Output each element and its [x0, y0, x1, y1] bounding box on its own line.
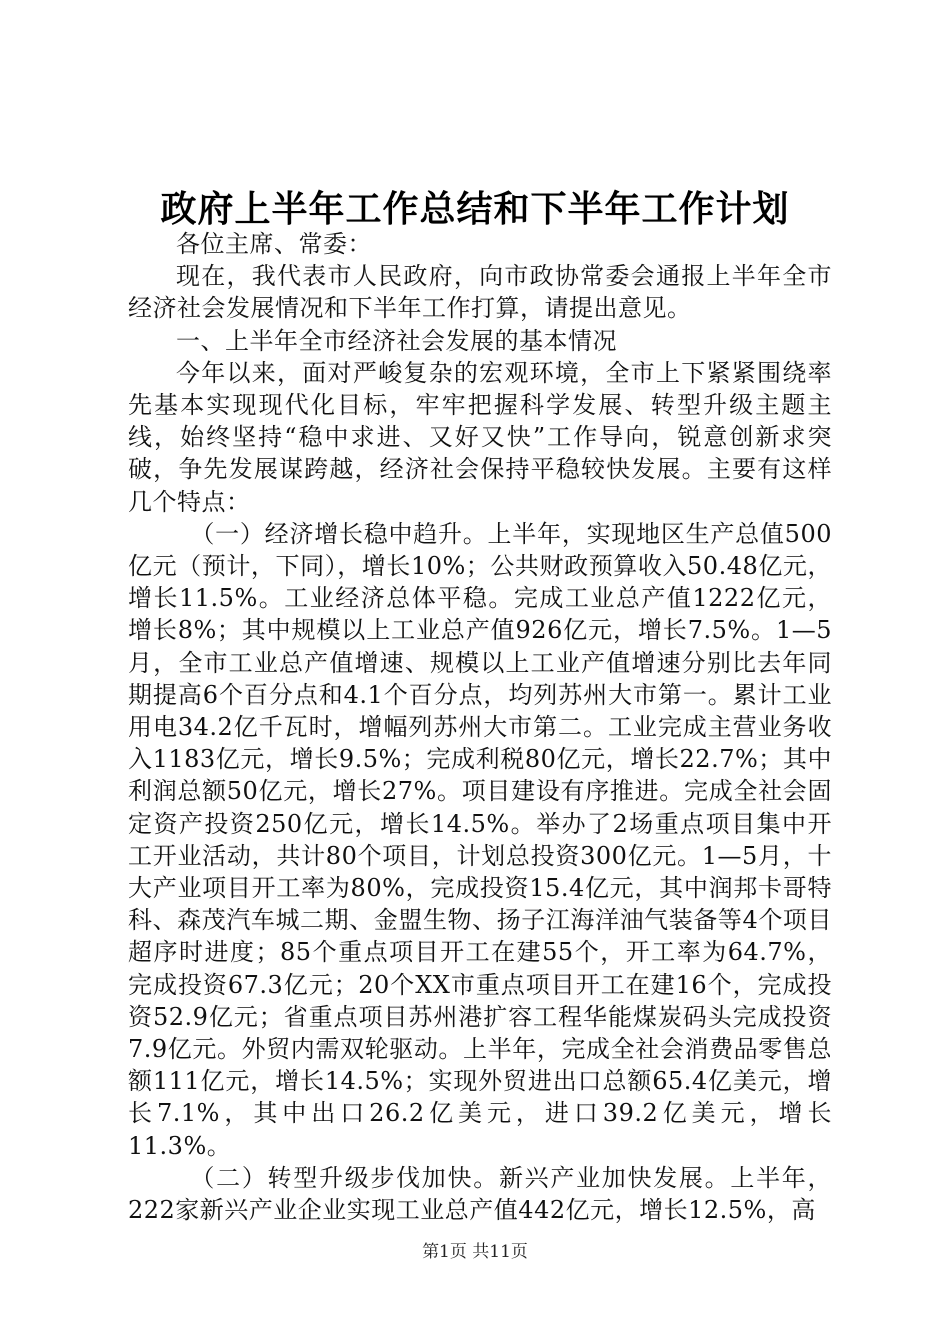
page-number-footer: 第1页 共11页: [422, 1242, 528, 1262]
economy-growth-paragraph: （一）经济增长稳中趋升。上半年，实现地区生产总值500亿元（预计，下同），增长10%；公共财政预算收入50.48亿元，增长11.5%。工业经济总体平稳。完成工业总产值1222亿元，增长8%；其中规模以上工业总产值926亿元，增长7.5%。1—5月，全市工业总产值增速、规模以上工业产值增速分别比去年同期提高6个百分点和4.1个百分点，均列苏州大市第一。累计工业用电34.2亿千瓦时，增幅列苏州大市第二。工业完成主营业务收入1183亿元，增长9.5%；完成利税80亿元，增长22.7%；其中利润总额50亿元，增长27%。项目建设有序推进。完成全社会固定资产投资250亿元，增长14.5%。举办了2场重点项目集中开工开业活动，共计80个项目，计划总投资300亿元。1—5月，十大产业项目开工率为80%，完成投资15.4亿元，其中润邦卡哥特科、森茂汽车城二期、金盟生物、扬子江海洋油气装备等4个项目超序时进度；85个重点项目开工在建55个，开工率为64.7%，完成投资67.3亿元；20个XX市重点项目开工在建16个，完成投资52.9亿元；省重点项目苏州港扩容工程华能煤炭码头完成投资7.9亿元。外贸内需双轮驱动。上半年，完成全社会消费品零售总额111亿元，增长14.5%；实现外贸进出口总额65.4亿美元，增长7.1%，其中出口26.2亿美元，进口39.2亿美元，增长11.3%。: [128, 519, 832, 1160]
intro-paragraph: 现在，我代表市人民政府，向市政协常委会通报上半年全市经济社会发展情况和下半年工作打算，请提出意见。: [128, 262, 832, 323]
transformation-paragraph: （二）转型升级步伐加快。新兴产业加快发展。上半年，222家新兴产业企业实现工业总产值442亿元，增长12.5%，高: [128, 1163, 832, 1225]
document-body: [128, 228, 832, 1226]
salutation-paragraph: 各位主席、常委：: [176, 230, 372, 258]
overview-paragraph: 今年以来，面对严峻复杂的宏观环境，全市上下紧紧围绕率先基本实现现代化目标，牢牢把握科学发展、转型升级主题主线，始终坚持“稳中求进、又好又快”工作导向，锐意创新求突破，争先发展谋跨越，经济社会保持平稳较快发展。主要有这样几个特点：: [128, 358, 832, 516]
section-heading: 一、上半年全市经济社会发展的基本情况: [176, 326, 617, 355]
document-title: 政府上半年工作总结和下半年工作计划: [160, 188, 790, 230]
